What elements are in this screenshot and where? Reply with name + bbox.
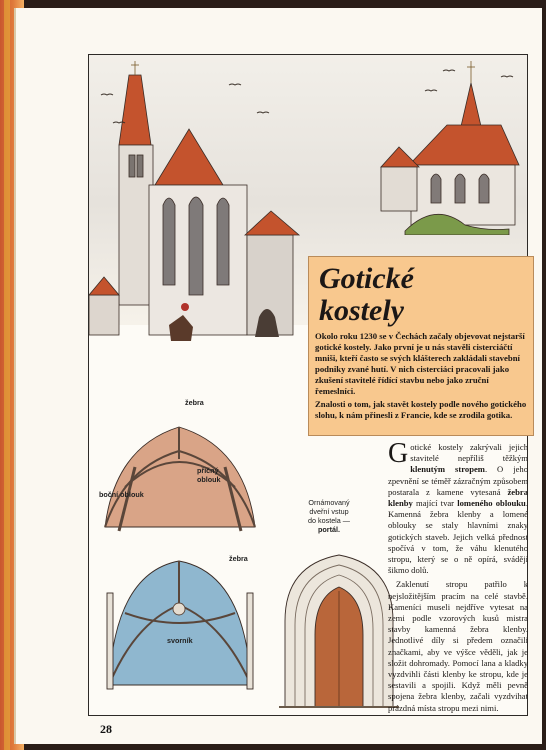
label-svornik: svorník: [167, 636, 193, 645]
label-portal-2: dveřní vstup: [309, 507, 349, 516]
title-box: [308, 256, 534, 436]
body-text-run: otické kostely zakrývali jejich stavitelé nepříliš těžkým: [410, 442, 528, 464]
intro-paragraph-2: Znalosti o tom, jak stavět kostely podle nového gotického slohu, k nám přinesli z Francie, kde se zrodila gotika.: [315, 398, 527, 420]
intro-paragraph-1: Okolo roku 1230 se v Čechách začaly objevovat nejstarší gotické kostely. Jako první je u nás stavěli cisterciáčtí mniši, kteří často se svých klášterech zakládali stavební podniky zvané hutí. V nich cisterciáci pracovali jako zkušení stavitelé řídící stavbu nebo jako zruční řemeslníci.: [315, 331, 525, 397]
body-bold-run: lomeného oblouku: [457, 498, 526, 509]
label-portal-4: portál.: [318, 525, 340, 534]
drop-cap: G: [388, 438, 409, 469]
body-text: [388, 438, 528, 717]
gothic-church-illustration: [89, 55, 309, 345]
label-zebra-bottom: žebra: [229, 554, 248, 563]
label-portal-1: Ornámovaný: [308, 498, 350, 507]
vault-keystone-diagram: [95, 553, 265, 693]
title-line-1: Gotické: [319, 262, 414, 295]
body-bold-run: klenutým stropem: [410, 464, 485, 475]
page-title: [319, 263, 414, 327]
page-number: 28: [100, 722, 112, 736]
body-text-run: mající tvar: [412, 498, 458, 509]
label-zebra-top: žebra: [185, 398, 204, 407]
label-pricny-oblouk-2: oblouk: [197, 475, 221, 484]
gothic-portal-diagram: [279, 551, 399, 711]
label-portal-3: do kostela —: [308, 516, 350, 525]
body-paragraph-2: Zaklenutí stropu patřilo k nejsložitějším pracím na celé stavbě. Kameníci museli nejdříve vytesat na zemi podle vzorových kusů mistra stavby kamenná žebra klenby. Jednotlivé díly si předem označili značkami, aby ve výšce věděli, jak je složit dohromady. Pomocí lana a kladky vyzdvihli části klenby ke stropu, kde je sestavili a spojili. Když měli pevně spojena žebra klenby, začali vyzdvihat prázdná místa stropu mezi nimi.: [388, 579, 528, 713]
book-page: [14, 8, 542, 744]
label-pricny-oblouk-1: příčný: [197, 466, 219, 475]
body-paragraph-1: [388, 438, 528, 576]
title-line-2: kostely: [319, 294, 404, 327]
body-text-run: . O jeho zpevnění se téměř zázračným způsobem postarala z kamene vytesaná: [388, 464, 528, 497]
body-text-run: . Kamenná žebra klenby a lomené oblouky se staly hlavními znaky gotických staveb. Jejich velká přednost spočívá v tom, že váhu klenutého stropu, který se o ně opírá, svádějí šikmo dolů.: [388, 498, 528, 576]
label-bocni-oblouk: boční oblouk: [99, 490, 144, 499]
rib-vault-diagram: [95, 407, 265, 537]
body-bold-run: žebra klenby: [388, 486, 528, 509]
intro-text: [315, 331, 527, 422]
small-church-illustration: [351, 55, 521, 235]
